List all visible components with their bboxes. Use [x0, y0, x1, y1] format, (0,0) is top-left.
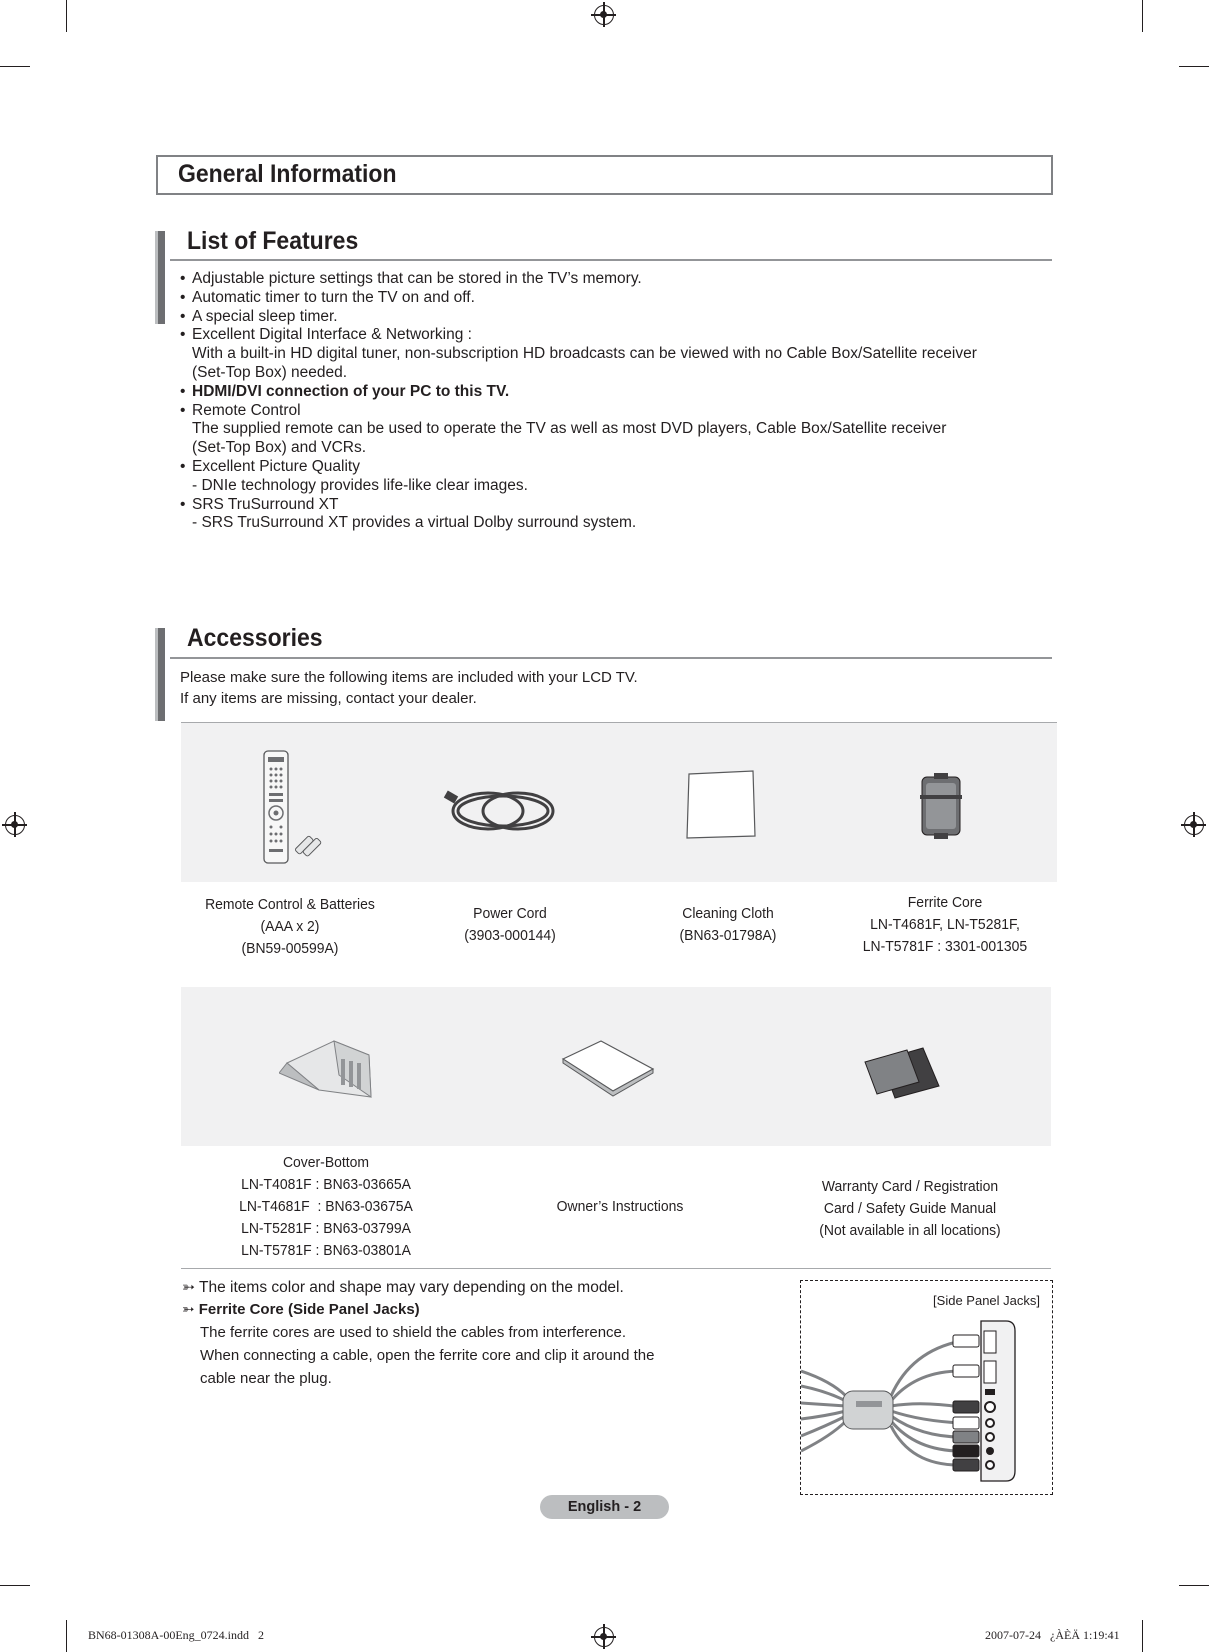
bullet-icon: •: [180, 270, 186, 287]
accessory-caption: Ferrite Core LN-T4681F, LN-T5281F, LN-T5781F : 3301-001305: [862, 894, 1028, 955]
ferrite-core-icon: [916, 771, 966, 841]
registration-mark-icon: [5, 815, 25, 835]
crop-mark: [1179, 1585, 1209, 1586]
accessories-intro: Please make sure the following items are included with your LCD TV. If any items are missing, contact your dealer.: [180, 669, 638, 707]
registration-mark-icon: [594, 5, 614, 25]
registration-mark-icon: [594, 1627, 614, 1647]
note: ➳ Ferrite Core (Side Panel Jacks): [182, 1301, 420, 1318]
crop-mark: [66, 1620, 67, 1652]
accessories-image-panel: [181, 723, 1057, 882]
accessories-title: Accessories: [187, 624, 323, 652]
bullet-icon: •: [180, 401, 186, 419]
bullet-icon: •: [180, 457, 186, 475]
remote-control-icon: [261, 749, 331, 869]
bullet-icon: •: [180, 288, 186, 306]
accessory-caption: Cover-Bottom LN-T4081F : BN63-03665A LN-T4681F : BN63-03675A LN-T5281F : BN63-03799A LN-T5781F : BN63-03801A: [239, 1154, 413, 1259]
section-marker: [155, 628, 165, 721]
feature-item: • Automatic timer to turn the TV on and off.: [180, 288, 475, 306]
feature-item: • Adjustable picture settings that can be stored in the TV’s memory.: [180, 270, 642, 287]
side-panel-jacks-figure: [800, 1280, 1053, 1495]
crop-mark: [1142, 0, 1143, 32]
accessory-caption: Cleaning Cloth (BN63-01798A): [679, 905, 777, 944]
bullet-icon: •: [180, 382, 186, 400]
bullet-icon: •: [180, 326, 186, 344]
side-panel-jacks-icon: [801, 1311, 1051, 1491]
crop-mark: [0, 1585, 30, 1586]
owners-instructions-icon: [561, 1039, 656, 1099]
side-panel-label: [Side Panel Jacks]: [933, 1293, 1040, 1308]
cleaning-cloth-icon: [681, 768, 761, 843]
feature-item: • Excellent Digital Interface & Networking : With a built-in HD digital tuner, non-subscription HD broadcasts can be viewed with no Cable Box/Satellite receiver (Set-Top Box) needed.: [180, 326, 977, 381]
page-header: [156, 155, 1053, 195]
section-divider: [170, 657, 1052, 659]
bullet-icon: •: [180, 307, 186, 325]
crop-mark: [0, 66, 30, 67]
feature-item: • Remote Control The supplied remote can be used to operate the TV as well as most DVD players, Cable Box/Satellite receiver (Set-Top Box) and VCRs.: [180, 401, 947, 457]
crop-mark: [66, 0, 67, 32]
arrow-icon: ➳: [182, 1301, 195, 1318]
accessory-caption: Remote Control & Batteries (AAA x 2) (BN59-00599A): [205, 896, 375, 957]
notes: [182, 1277, 782, 1390]
features-list: [180, 270, 1060, 533]
section-marker: [155, 231, 165, 324]
footer-timestamp: 2007-07-24 ¿ÀÈÄ 1:19:41: [985, 1628, 1120, 1642]
page-number: English - 2: [540, 1495, 669, 1519]
accessory-caption: Warranty Card / Registration Card / Safety Guide Manual (Not available in all locations): [819, 1178, 1001, 1239]
footer-file-info: BN68-01308A-00Eng_0724.indd 2: [88, 1628, 264, 1642]
feature-item: • A special sleep timer.: [180, 307, 338, 325]
note-body: The ferrite cores are used to shield the cables from interference. When connecting a cable, open the ferrite core and clip it around the cable near the plug.: [200, 1324, 655, 1387]
note: ➳ The items color and shape may vary depending on the model.: [182, 1279, 624, 1296]
section-divider: [181, 1268, 1051, 1269]
crop-mark: [1179, 66, 1209, 67]
accessories-image-panel: [181, 987, 1051, 1146]
accessory-caption: Owner’s Instructions: [556, 1198, 684, 1215]
feature-item: • SRS TruSurround XT - SRS TruSurround XT provides a virtual Dolby surround system.: [180, 495, 637, 532]
cover-bottom-icon: [279, 1035, 379, 1103]
warranty-card-icon: [861, 1042, 941, 1102]
crop-mark: [1142, 1620, 1143, 1652]
registration-mark-icon: [1184, 815, 1204, 835]
bullet-icon: •: [180, 495, 186, 513]
section-divider: [170, 259, 1052, 261]
arrow-icon: ➳: [182, 1279, 195, 1296]
accessory-caption: Power Cord (3903-000144): [464, 905, 556, 944]
features-title: List of Features: [187, 227, 359, 255]
feature-item: • Excellent Picture Quality - DNIe technology provides life-like clear images.: [180, 457, 528, 494]
feature-item: • HDMI/DVI connection of your PC to this TV.: [180, 382, 510, 400]
page-title: General Information: [178, 160, 397, 188]
power-cord-icon: [443, 783, 573, 843]
